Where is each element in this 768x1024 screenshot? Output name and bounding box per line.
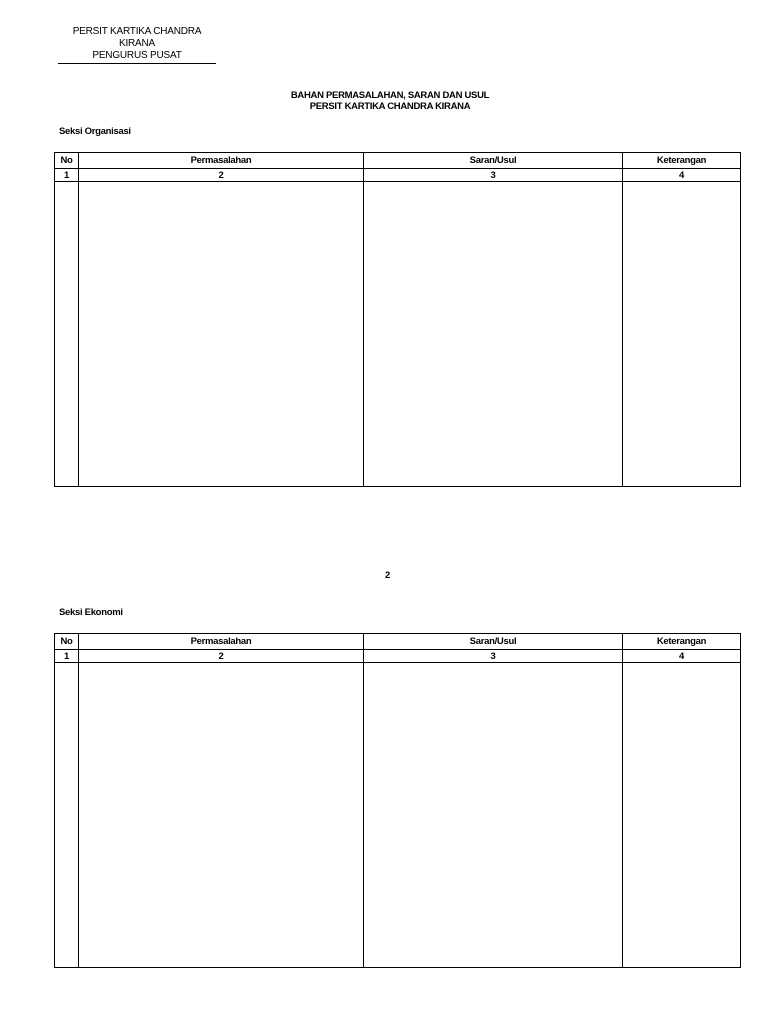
cell-keterangan: [623, 663, 741, 968]
org-name: PERSIT KARTIKA CHANDRA KIRANA: [72, 26, 202, 49]
column-header-permasalahan: Permasalahan: [79, 153, 364, 169]
column-header-saran-usul: Saran/Usul: [364, 634, 623, 650]
letterhead: [58, 26, 216, 64]
table-body-row: [55, 663, 741, 968]
document-title: [0, 90, 768, 112]
column-number: 2: [79, 650, 364, 663]
title-line-2: PERSIT KARTIKA CHANDRA KIRANA: [309, 101, 471, 112]
section-label-ekonomi: Seksi Ekonomi: [59, 607, 123, 618]
column-header-keterangan: Keterangan: [623, 153, 741, 169]
column-number: 2: [79, 169, 364, 182]
table-organisasi: [54, 152, 741, 487]
section-label-organisasi: Seksi Organisasi: [59, 126, 131, 137]
table-header-row: [55, 153, 741, 169]
cell-saran-usul: [364, 663, 623, 968]
cell-no: [55, 182, 79, 487]
table-header-row: [55, 634, 741, 650]
column-number: 3: [364, 650, 623, 663]
column-header-keterangan: Keterangan: [623, 634, 741, 650]
title-line-1: BAHAN PERMASALAHAN, SARAN DAN USUL: [290, 90, 490, 101]
column-number: 1: [55, 169, 79, 182]
table-ekonomi: [54, 633, 741, 968]
column-header-saran-usul: Saran/Usul: [364, 153, 623, 169]
column-header-no: No: [55, 153, 79, 169]
column-number: 4: [623, 650, 741, 663]
column-number-row: [55, 650, 741, 663]
cell-saran-usul: [364, 182, 623, 487]
table-body-row: [55, 182, 741, 487]
column-header-permasalahan: Permasalahan: [79, 634, 364, 650]
column-number: 4: [623, 169, 741, 182]
org-unit: PENGURUS PUSAT: [58, 50, 216, 64]
cell-no: [55, 663, 79, 968]
cell-keterangan: [623, 182, 741, 487]
page-number: 2: [385, 570, 391, 581]
cell-permasalahan: [79, 182, 364, 487]
cell-permasalahan: [79, 663, 364, 968]
column-header-no: No: [55, 634, 79, 650]
column-number-row: [55, 169, 741, 182]
column-number: 1: [55, 650, 79, 663]
column-number: 3: [364, 169, 623, 182]
